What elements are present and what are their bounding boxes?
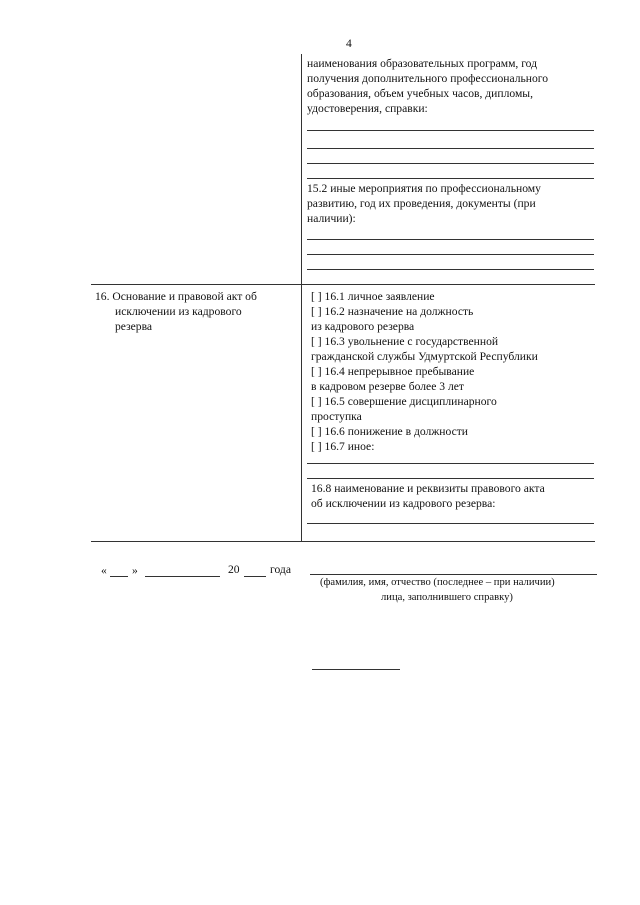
fill-line[interactable] [307,254,594,255]
checkbox-option-16-4[interactable]: [ ] 16.4 непрерывное пребывание [311,365,475,378]
year-field[interactable] [244,576,266,577]
table-vertical-divider [301,54,302,542]
fill-line[interactable] [307,239,594,240]
fill-line[interactable] [307,478,594,479]
fill-line[interactable] [307,523,594,524]
fill-line[interactable] [307,269,594,270]
checkbox-option-16-5[interactable]: [ ] 16.5 совершение дисциплинарного [311,395,497,408]
month-field[interactable] [145,576,220,577]
fill-line[interactable] [307,148,594,149]
checkbox-option-16-3[interactable]: [ ] 16.3 увольнение с государственной [311,335,499,348]
fill-line[interactable] [307,130,594,131]
fill-line[interactable] [307,178,594,179]
fill-line[interactable] [307,463,594,464]
checkbox-option-16-2[interactable]: [ ] 16.2 назначение на должность [311,305,474,318]
checkbox-option-16-1[interactable]: [ ] 16.1 личное заявление [311,290,435,303]
table-row-divider [91,284,595,285]
checkbox-option-16-6[interactable]: [ ] 16.6 понижение в должности [311,425,468,438]
page-number: 4 [346,37,352,50]
table-bottom-border [91,541,595,542]
separator-line [312,669,400,670]
checkbox-option-16-7[interactable]: [ ] 16.7 иное: [311,440,375,453]
fill-line[interactable] [307,163,594,164]
day-field[interactable] [110,576,128,577]
